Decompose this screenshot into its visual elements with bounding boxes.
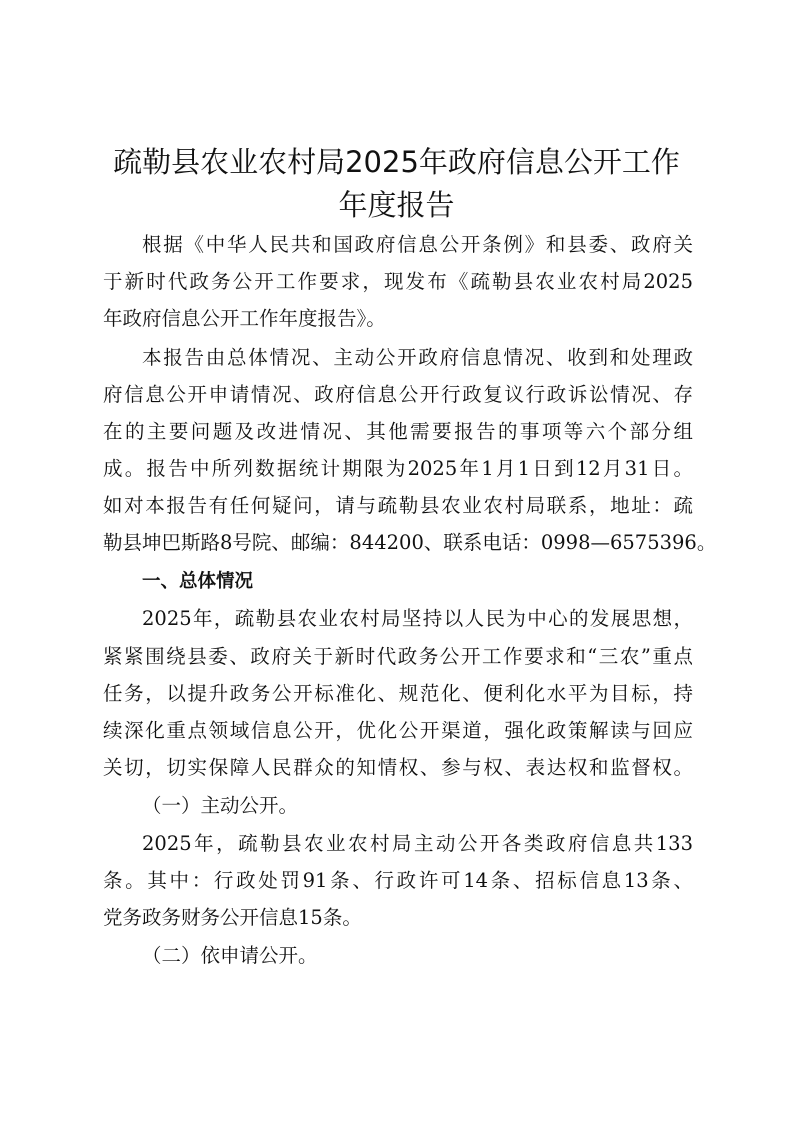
intro-paragraph: 年政府信息公开工作年度报告》。 bbox=[103, 307, 386, 330]
structure-paragraph: 在的主要问题及改进情况、其他需要报告的事项等六个部分组 bbox=[103, 420, 693, 443]
structure-paragraph: 府信息公开申请情况、政府信息公开行政复议行政诉讼情况、存 bbox=[103, 383, 693, 406]
structure-paragraph: 如对本报告有任何疑问，请与疏勒县农业农村局联系，地址：疏 bbox=[103, 494, 693, 517]
subsection-heading-request-disclosure: （二）依申请公开。 bbox=[142, 944, 318, 967]
structure-paragraph: 成。报告中所列数据统计期限为2025年1月1日到12月31日。 bbox=[103, 457, 693, 480]
intro-paragraph: 于新时代政务公开工作要求，现发布《疏勒县农业农村局2025 bbox=[103, 270, 693, 293]
document-title: 疏勒县农业农村局2025年政府信息公开工作 bbox=[113, 145, 680, 179]
section-heading-overview: 一、总体情况 bbox=[142, 571, 254, 592]
overview-paragraph: 任务，以提升政务公开标准化、规范化、便利化水平为目标，持 bbox=[103, 682, 693, 705]
overview-paragraph: 关切，切实保障人民群众的知情权、参与权、表达权和监督权。 bbox=[103, 756, 693, 779]
overview-paragraph: 紧紧围绕县委、政府关于新时代政务公开工作要求和“三农”重点 bbox=[103, 645, 693, 668]
subsection-heading-active-disclosure: （一）主动公开。 bbox=[142, 794, 299, 817]
active-disclosure-paragraph: 2025年，疏勒县农业农村局主动公开各类政府信息共133 bbox=[142, 832, 693, 855]
overview-paragraph: 2025年，疏勒县农业农村局坚持以人民为中心的发展思想， bbox=[142, 607, 693, 630]
active-disclosure-paragraph: 党务政务财务公开信息15条。 bbox=[103, 906, 362, 929]
intro-paragraph: 根据《中华人民共和国政府信息公开条例》和县委、政府关 bbox=[142, 233, 693, 256]
structure-paragraph: 本报告由总体情况、主动公开政府信息情况、收到和处理政 bbox=[142, 346, 693, 369]
overview-paragraph: 续深化重点领域信息公开，优化公开渠道，强化政策解读与回应 bbox=[103, 719, 693, 742]
active-disclosure-paragraph: 条。其中：行政处罚91条、行政许可14条、招标信息13条、 bbox=[103, 869, 693, 892]
structure-paragraph: 勒县坤巴斯路8号院、邮编：844200、联系电话：0998—6575396。 bbox=[103, 531, 717, 554]
document-title-line2: 年度报告 bbox=[338, 188, 455, 222]
